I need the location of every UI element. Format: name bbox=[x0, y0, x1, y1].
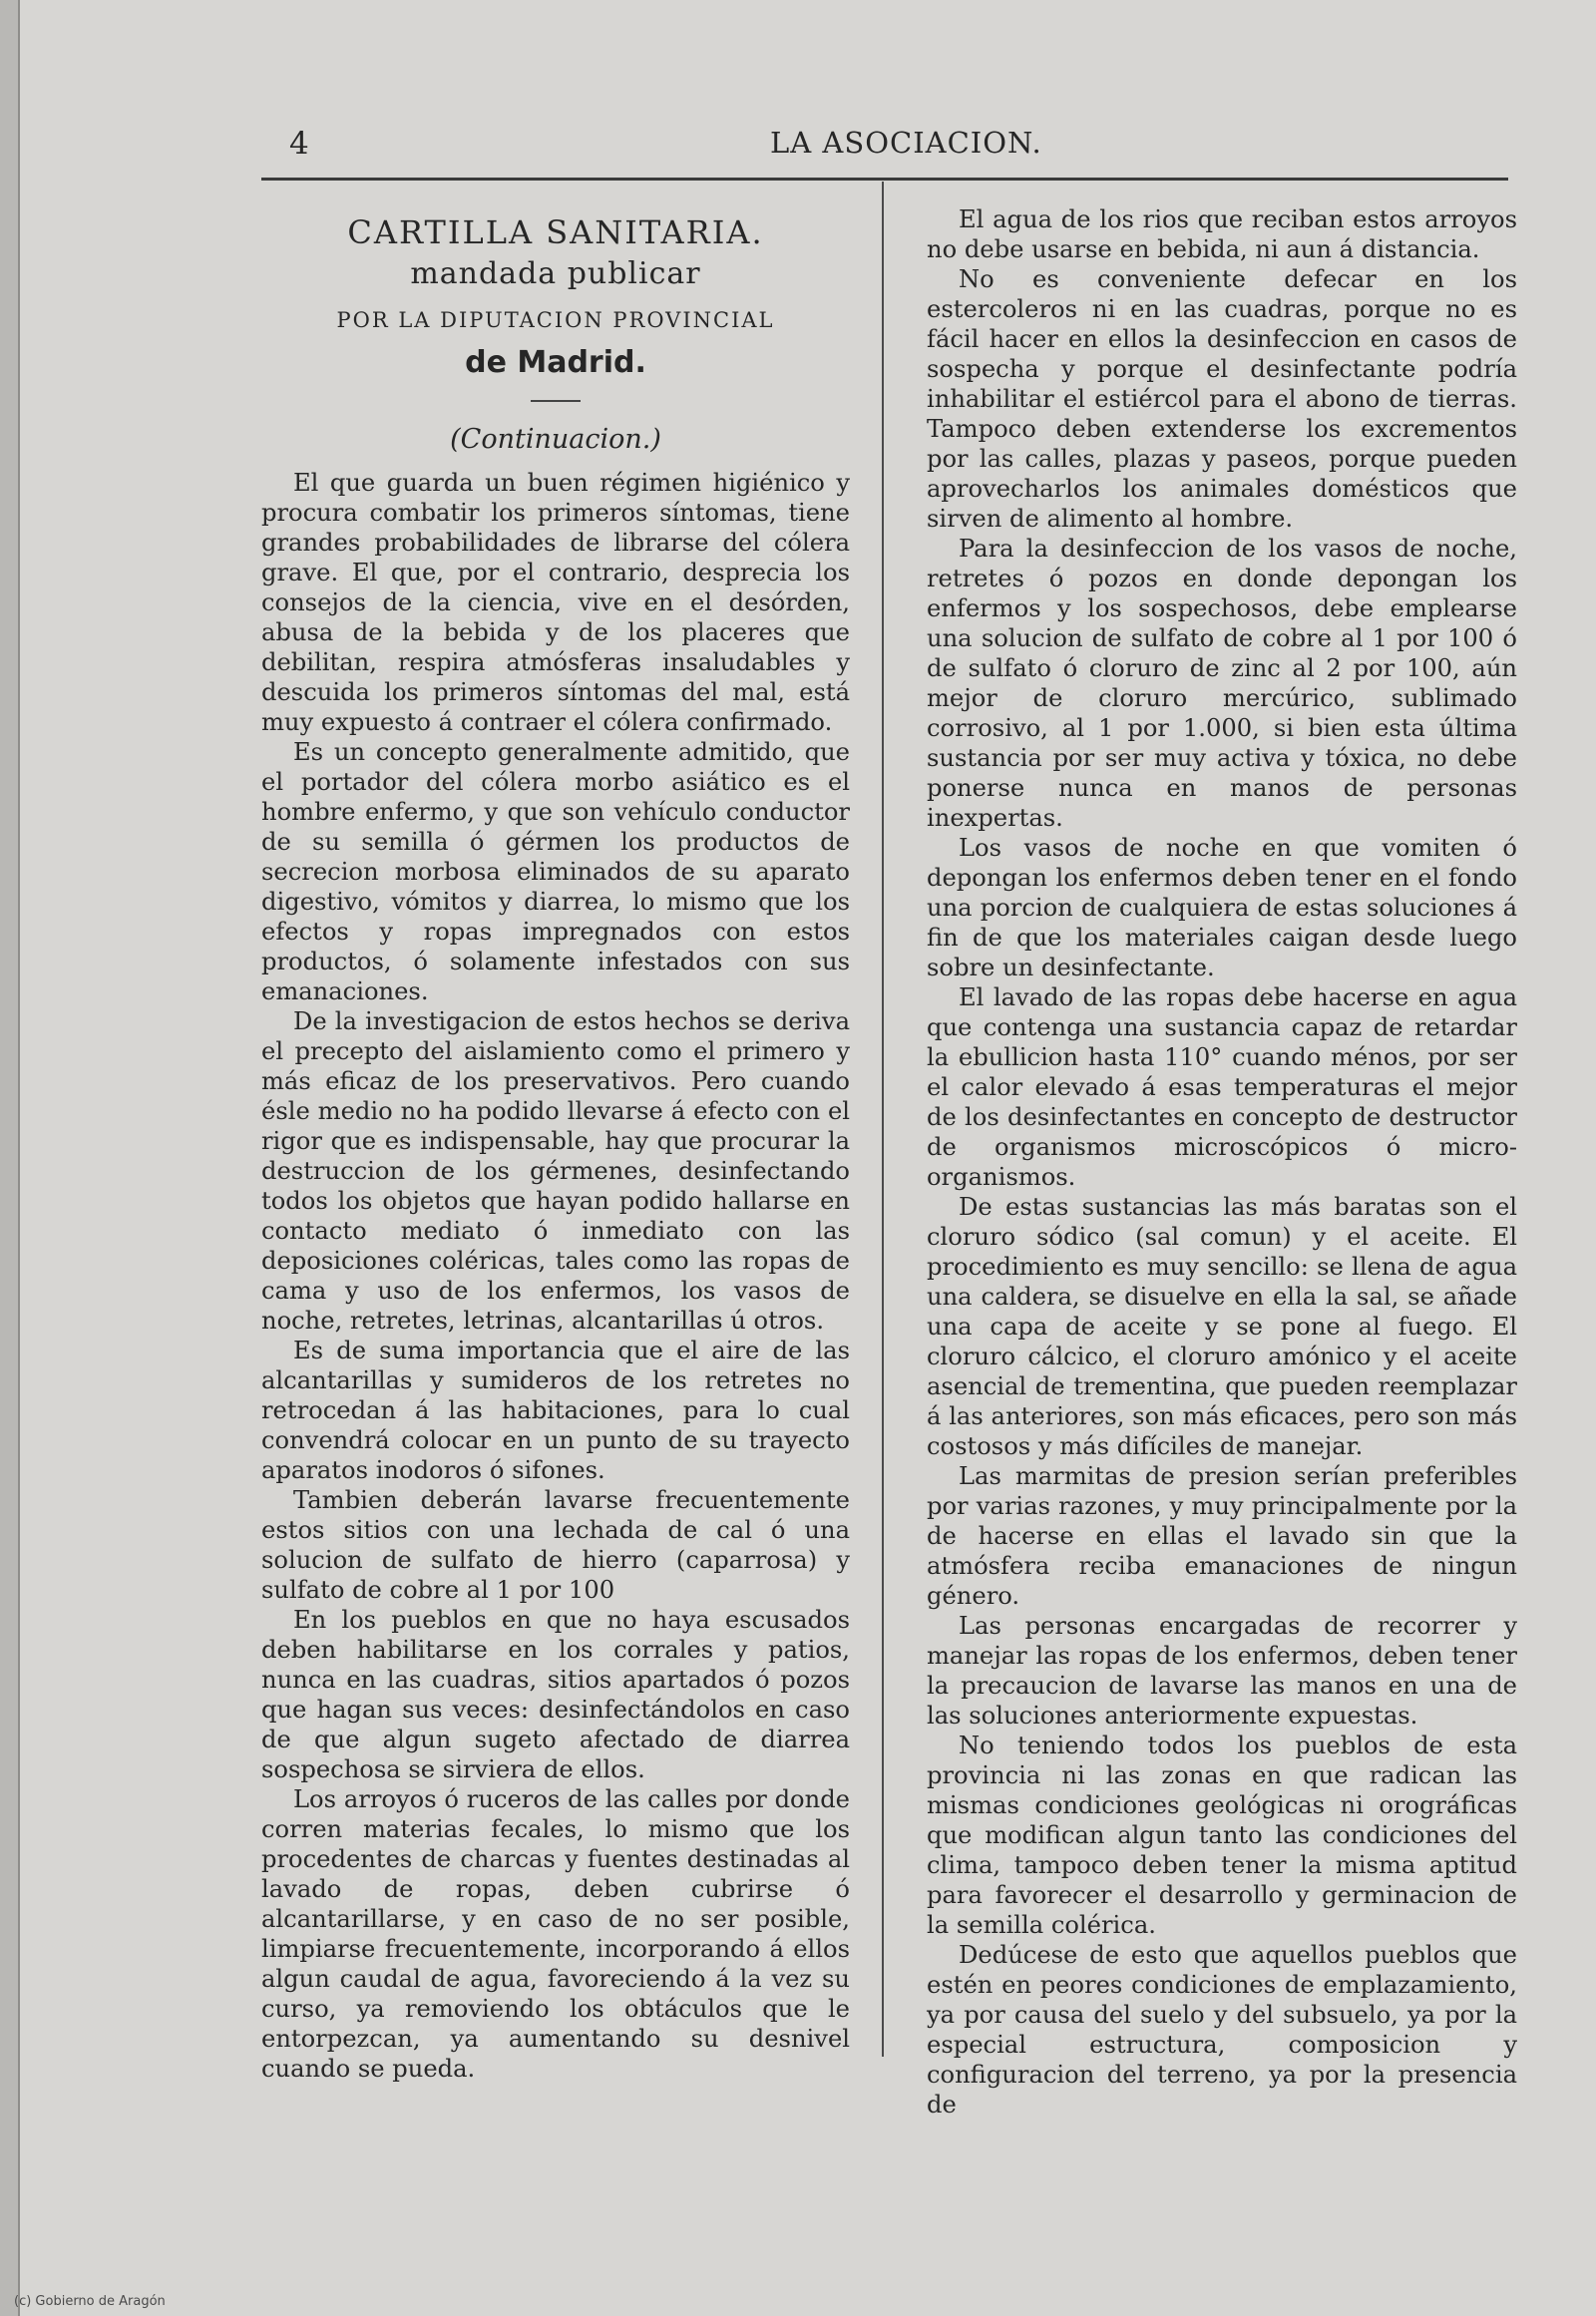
continuation-note: (Continuacion.) bbox=[450, 424, 661, 455]
paragraph: El lavado de las ropas debe hacerse en agua que contenga una sustancia capaz de retardar la ebullicion hasta 110° cuando ménos, por ser el calor elevado á esas temperaturas el mejor de los desinfectantes en concepto de destructor de organismos microscópicos ó micro-organismos. bbox=[927, 983, 1517, 1191]
article-title-block bbox=[261, 210, 850, 460]
paragraph: No teniendo todos los pueblos de esta provincia ni las zonas en que radican las mismas condiciones geológicas ni orográficas que modifican algun tanto las condiciones del clima, tampoco deben tener la misma aptitud para favorecer el desarrollo y germinacion de la semilla colérica. bbox=[927, 1732, 1517, 1939]
paragraph: Para la desinfeccion de los vasos de noche, retretes ó pozos en donde depongan los enfermos y los sospechosos, debe emplearse una solucion de sulfato de cobre al 1 por 100 ó de sulfato ó cloruro de zinc al 2 por 100, aún mejor de cloruro mercúrico, sublimado corrosivo, al 1 por 1.000, si bien esta última sustancia por ser muy activa y tóxica, no debe ponerse nunca en manos de personas inexpertas. bbox=[927, 535, 1517, 832]
publisher-line: POR LA DIPUTACION PROVINCIAL bbox=[336, 308, 775, 332]
header-rule bbox=[261, 178, 1508, 181]
publisher-place: de Madrid. bbox=[465, 345, 646, 380]
paragraph: Dedúcese de esto que aquellos pueblos que estén en peores condiciones de emplazamiento, ya por causa del suelo y del subsuelo, ya por la especial estructura, composicion y configuracion del terreno, ya por la presencia de bbox=[927, 1941, 1517, 2119]
paragraph: El que guarda un buen régimen higiénico y procura combatir los primeros síntomas, tiene grandes probabilidades de librarse del cólera grave. El que, por el contrario, desprecia los consejos de la ciencia, vive en el desórden, abusa de la bebida y de los placeres que debilitan, respira atmósferas insaludables y descuida los primeros síntomas del mal, está muy expuesto á contraer el cólera confirmado. bbox=[261, 469, 850, 736]
paragraph: De estas sustancias las más baratas son el cloruro sódico (sal comun) y el aceite. El procedimiento es muy sencillo: se llena de agua una caldera, se disuelve en ella la sal, se añade una capa de aceite y se pone al fuego. El cloruro cálcico, el cloruro amónico y el aceite asencial de trementina, que pueden reemplazar á las anteriores, son más eficaces, pero son más costosos y más difíciles de manejar. bbox=[927, 1193, 1517, 1460]
paragraph: Las personas encargadas de recorrer y manejar las ropas de los enfermos, deben tener la precaucion de lavarse las manos en una de las soluciones anteriormente expuestas. bbox=[927, 1612, 1517, 1730]
copyright-credit: (c) Gobierno de Aragón bbox=[14, 2294, 166, 2309]
paragraph: Los arroyos ó ruceros de las calles por donde corren materias fecales, lo mismo que los procedentes de charcas y fuentes destinadas al lavado de ropas, deben cubrirse ó alcantarillarse, y en caso de no ser posible, limpiarse frecuentemente, incorporando á ellos algun caudal de agua, favoreciendo á la vez su curso, ya removiendo los obtáculos que le entorpezcan, ya aumentando su desnivel cuando se pueda. bbox=[261, 1785, 850, 2083]
paragraph: El agua de los rios que reciban estos arroyos no debe usarse en bebida, ni aun á distancia. bbox=[927, 205, 1517, 263]
page-number: 4 bbox=[289, 126, 309, 162]
paragraph: Los vasos de noche en que vomiten ó depongan los enfermos deben tener en el fondo una porcion de cualquiera de estas soluciones á fin de que los materiales caigan desde luego sobre un desinfectante. bbox=[927, 834, 1517, 981]
right-column bbox=[927, 204, 1517, 2120]
paragraph: En los pueblos en que no haya escusados deben habilitarse en los corrales y patios, nunca en las cuadras, sitios apartados ó pozos que hagan sus veces: desinfectándolos en caso de que algun sugeto afectado de diarrea sospechosa se sirviera de ellos. bbox=[261, 1606, 850, 1783]
running-head: LA ASOCIACION. bbox=[770, 126, 1042, 160]
paragraph: Es de suma importancia que el aire de las alcantarillas y sumideros de los retretes no retrocedan á las habitaciones, para lo cual convendrá colocar en un punto de su trayecto aparatos inodoros ó sifones. bbox=[261, 1337, 850, 1484]
page-header bbox=[261, 124, 1508, 180]
article-title: CARTILLA SANITARIA. bbox=[347, 213, 764, 251]
paragraph: Las marmitas de presion serían preferibles por varias razones, y muy principalmente por la de hacerse en ellas el lavado sin que la atmósfera reciba emanaciones de ningun género. bbox=[927, 1462, 1517, 1610]
paragraph: No es conveniente defecar en los estercoleros ni en las cuadras, porque no es fácil hacer en ellos la desinfeccion en casos de sospecha y porque el desinfectante podría inhabilitar el estiércol para el abono de tierras. Tampoco deben extenderse los excrementos por las calles, plazas y paseos, porque pueden aprovecharlos los animales domésticos que sirven de alimento al hombre. bbox=[927, 265, 1517, 533]
column-divider bbox=[882, 182, 884, 2057]
paragraph: Tambien deberán lavarse frecuentemente estos sitios con una lechada de cal ó una solucion de sulfato de hierro (caparrosa) y sulfato de cobre al 1 por 100 bbox=[261, 1486, 850, 1604]
paragraph: Es un concepto generalmente admitido, que el portador del cólera morbo asiático es el hombre enfermo, y que son vehículo conductor de su semilla ó gérmen los productos de secrecion morbosa eliminados de su aparato digestivo, vómitos y diarrea, lo mismo que los efectos y ropas impregnados con estos productos, ó solamente infestados con sus emanaciones. bbox=[261, 738, 850, 1005]
article-subtitle: mandada publicar bbox=[410, 256, 701, 291]
left-column bbox=[261, 204, 850, 2084]
title-divider bbox=[531, 400, 581, 402]
paragraph: De la investigacion de estos hechos se deriva el precepto del aislamiento como el primero y más eficaz de los preservativos. Pero cuando ésle medio no ha podido llevarse á efecto con el rigor que es indispensable, hay que procurar la destruccion de los gérmenes, desinfectando todos los objetos que hayan podido hallarse en contacto mediato ó inmediato con las deposiciones coléricas, tales como las ropas de cama y uso de los enfermos, los vasos de noche, retretes, letrinas, alcantarillas ú otros. bbox=[261, 1007, 850, 1335]
